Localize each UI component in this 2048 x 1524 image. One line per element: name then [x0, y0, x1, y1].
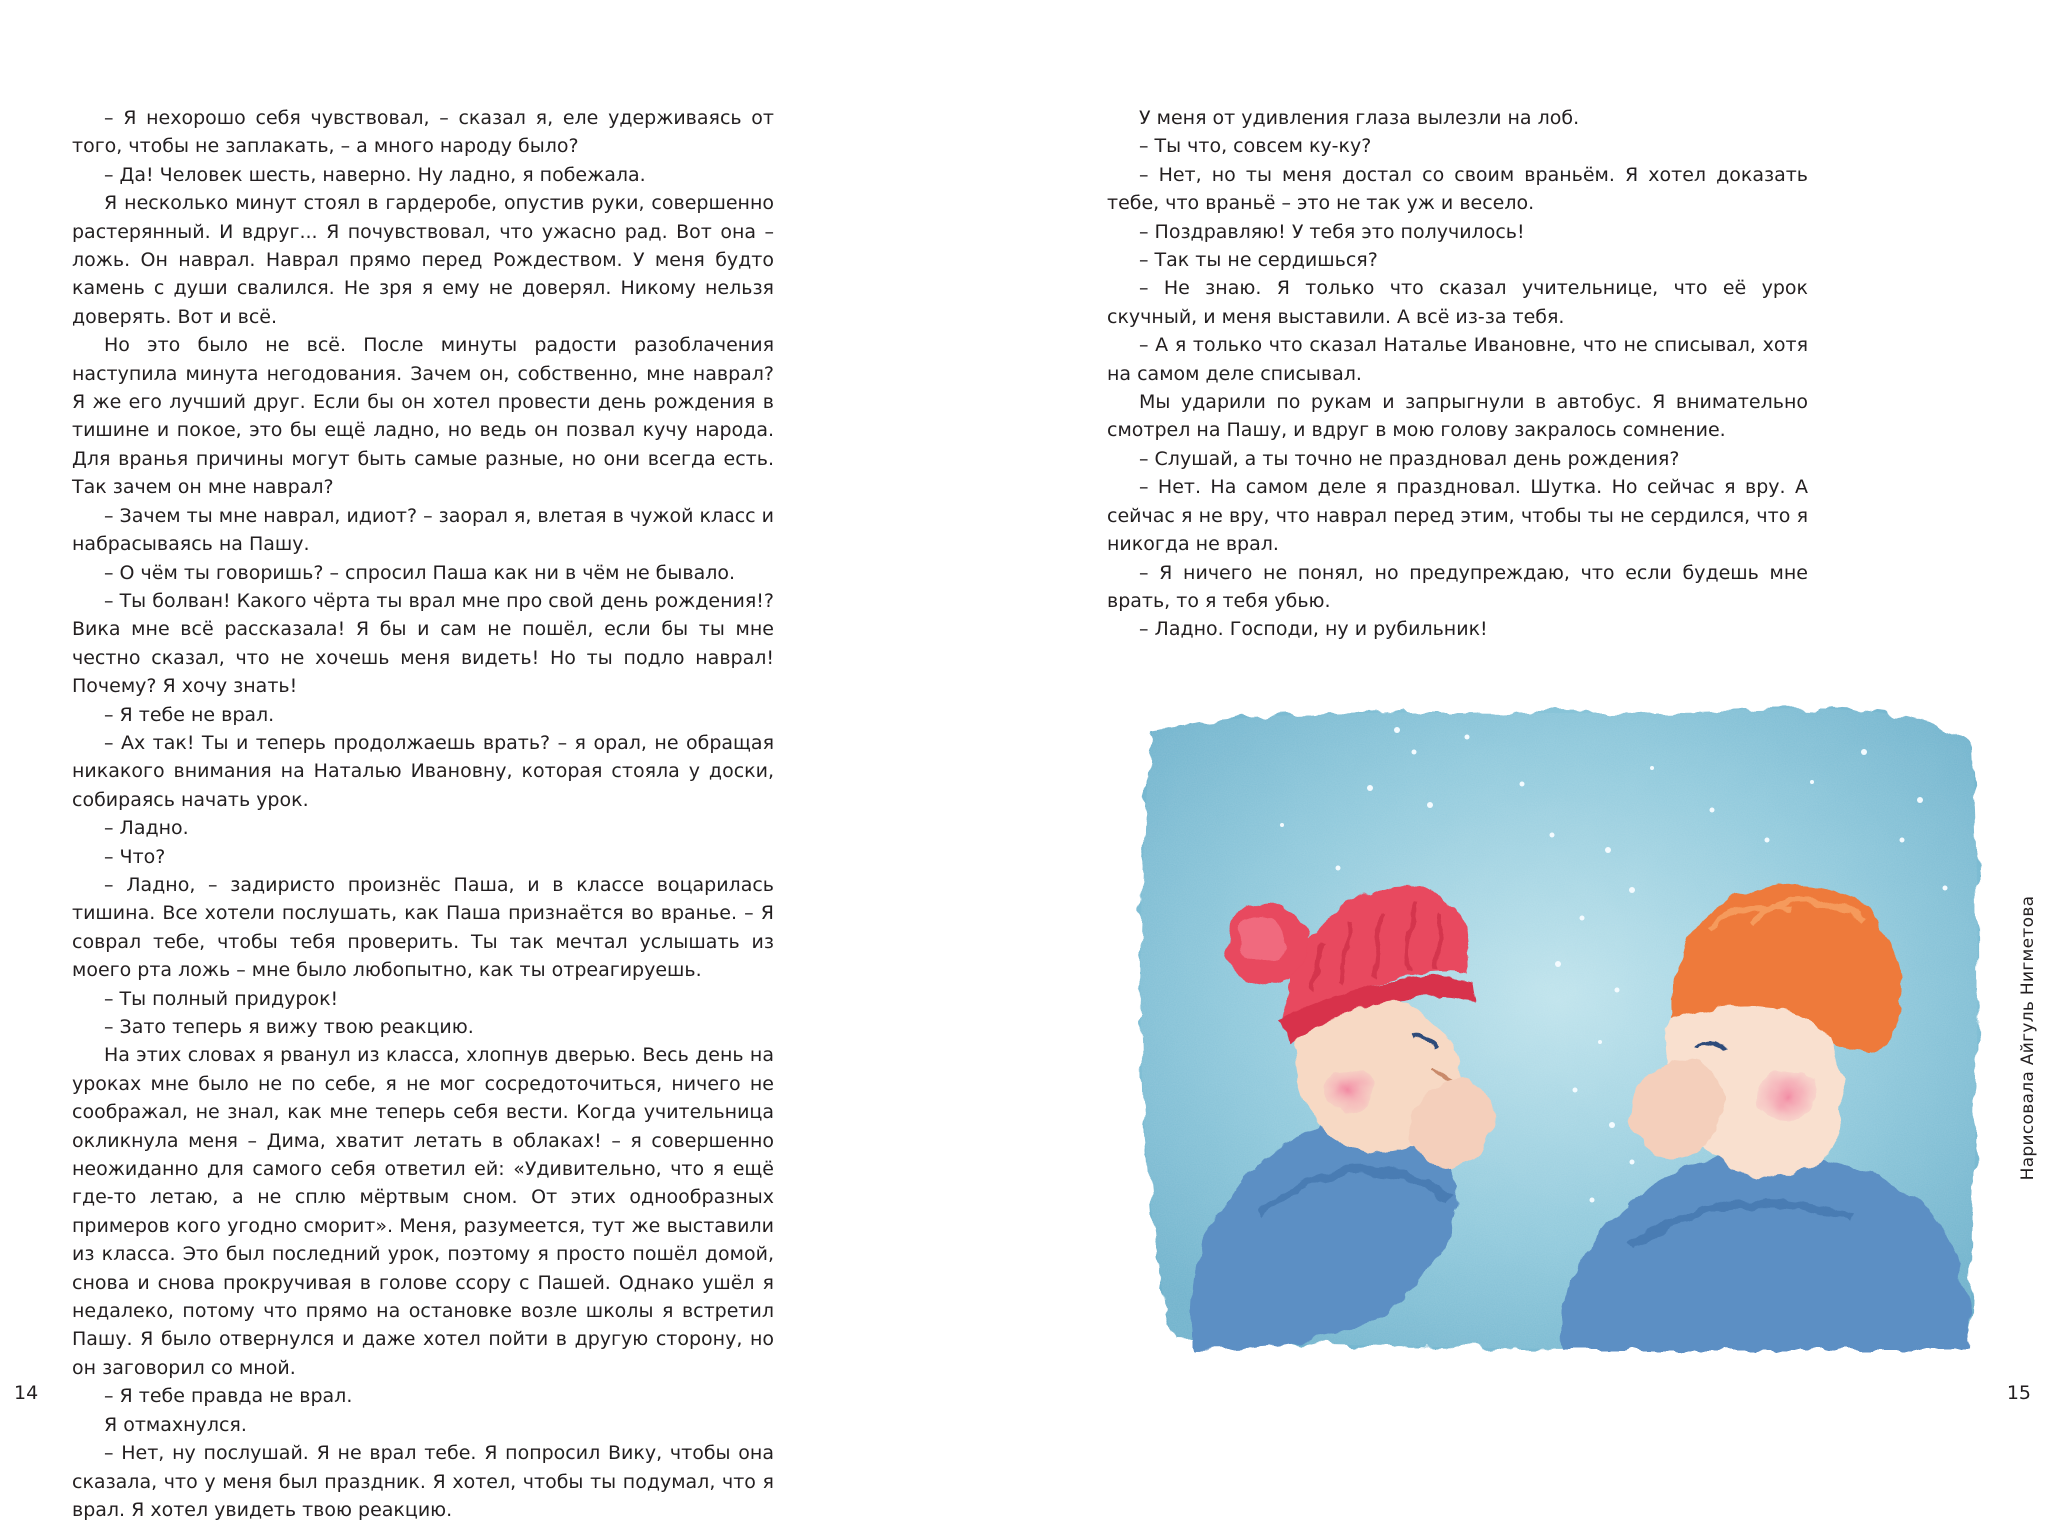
- illustration-two-boys: [1112, 690, 1992, 1378]
- right-page-paragraph: – Не знаю. Я только что сказал учительнице, что её урок скучный, и меня выставили. А всё из-за тебя.: [1107, 277, 1808, 328]
- left-page-paragraph: – Да! Человек шесть, наверно. Ну ладно, я побежала.: [104, 163, 646, 186]
- left-page-paragraph: Я несколько минут стоял в гардеробе, опустив руки, совершенно растерянный. И вдруг... Я почувствовал, что ужасно рад. Вот она – ложь. Он наврал. Наврал прямо перед Рождеством. У меня будто камень с души свалился. Не зря я ему не доверял. Никому нельзя доверять. Вот и всё.: [72, 192, 774, 328]
- left-page-paragraph: – Я тебе правда не врал.: [104, 1385, 353, 1408]
- left-page-paragraph: – Ладно.: [104, 817, 189, 840]
- left-page-paragraph: – Ладно, – задиристо произнёс Паша, и в классе воцарилась тишина. Все хотели послушать, как Паша признаётся во вранье. – Я соврал тебе, чтобы тебя проверить. Ты так мечтал услышать из моего рта ложь – мне было любопытно, как ты отреагируешь.: [72, 873, 774, 982]
- left-page-paragraph: – Зачем ты мне наврал, идиот? – заорал я, влетая в чужой класс и набрасываясь на Пашу.: [72, 504, 774, 556]
- right-page-text: [1107, 104, 1808, 644]
- left-page-paragraph: Но это было не всё. После минуты радости разоблачения наступила минута негодования. Зачем он, собственно, мне наврал? Я же его лучший друг. Если бы он хотел провести день рождения в тишине и покое, это бы ещё ладно, но ведь он позвал кучу народа. Для вранья причины могут быть самые разные, но они всегда есть. Так зачем он мне наврал?: [72, 334, 774, 499]
- right-page-paragraph: – Я ничего не понял, но предупреждаю, что если будешь мне врать, то я тебя убью.: [1107, 561, 1808, 612]
- left-page-paragraph: – Ты полный придурок!: [104, 987, 339, 1010]
- left-page-paragraph: – Нет, ну послушай. Я не врал тебе. Я попросил Вику, чтобы она сказала, что у меня был праздник. Я хотел, чтобы ты подумал, что я врал. Я хотел увидеть твою реакцию.: [72, 1442, 774, 1521]
- left-page-paragraph: – Я тебе не врал.: [104, 703, 275, 726]
- illustrator-credit: Нарисовала Айгуль Нигметова: [2018, 895, 2038, 1181]
- left-page-paragraph: На этих словах я рванул из класса, хлопнув дверью. Весь день на уроках мне было не по себе, я не мог сосредоточиться, ничего не соображал, не знал, как мне теперь себя вести. Когда учительница окликнула меня – Дима, хватит летать в облаках! – я совершенно неожиданно для самого себя ответил ей: «Удивительно, что я ещё где-то летаю, а не сплю мёртвым сном. От этих однообразных примеров кого угодно сморит». Меня, разумеется, тут же выставили из класса. Это был последний урок, поэтому я просто пошёл домой, снова и снова прокручивая в голове ссору с Пашей. Однако ушёл я недалеко, потому что прямо на остановке возле школы я встретил Пашу. Я было отвернулся и даже хотел пойти в другую сторону, но он заговорил со мной.: [72, 1044, 774, 1379]
- right-page-paragraph: – Нет. На самом деле я праздновал. Шутка. Но сейчас я вру. А сейчас я не вру, что наврал перед этим, чтобы ты не сердился, что я никогда не врал.: [1107, 476, 1808, 556]
- right-page-paragraph: Мы ударили по рукам и запрыгнули в автобус. Я внимательно смотрел на Пашу, и вдруг в мою голову закралось сомнение.: [1107, 391, 1808, 442]
- right-page-paragraph: – Поздравляю! У тебя это получилось!: [1139, 220, 1525, 243]
- right-page-paragraph: – Ты что, совсем ку-ку?: [1139, 135, 1372, 158]
- left-page-paragraph: – Ты болван! Какого чёрта ты врал мне про свой день рождения!? Вика мне всё рассказала! Я бы и сам не пошёл, если бы ты мне честно сказал, что не хочешь меня видеть! Но ты подло наврал! Почему? Я хочу знать!: [72, 589, 774, 698]
- left-page-text: [72, 104, 774, 1524]
- page-number-left: 14: [14, 1382, 39, 1404]
- left-page-paragraph: – Я нехорошо себя чувствовал, – сказал я, еле удерживаясь от того, чтобы не заплакать, – а много народу было?: [72, 107, 774, 158]
- right-page-paragraph: У меня от удивления глаза вылезли на лоб.: [1139, 107, 1580, 129]
- left-page-paragraph: – Ах так! Ты и теперь продолжаешь врать? – я орал, не обращая никакого внимания на Наталью Ивановну, которая стояла у доски, собираясь начать урок.: [72, 731, 774, 811]
- right-page-paragraph: – Нет, но ты меня достал со своим враньём. Я хотел доказать тебе, что враньё – это не так уж и весело.: [1107, 163, 1808, 215]
- left-page-paragraph: – Зато теперь я вижу твою реакцию.: [104, 1016, 474, 1038]
- right-page-paragraph: – Так ты не сердишься?: [1139, 249, 1378, 272]
- right-page-paragraph: – Ладно. Господи, ну и рубильник!: [1139, 618, 1488, 641]
- right-page-paragraph: – Слушай, а ты точно не праздновал день рождения?: [1139, 447, 1680, 470]
- left-page-paragraph: – Что?: [104, 845, 166, 868]
- right-page-paragraph: – А я только что сказал Наталье Ивановне, что не списывал, хотя на самом деле списывал.: [1107, 334, 1808, 385]
- page-number-right: 15: [2006, 1382, 2031, 1404]
- left-page-paragraph: – О чём ты говоришь? – спросил Паша как ни в чём не бывало.: [104, 561, 736, 584]
- left-page-paragraph: Я отмахнулся.: [104, 1413, 247, 1436]
